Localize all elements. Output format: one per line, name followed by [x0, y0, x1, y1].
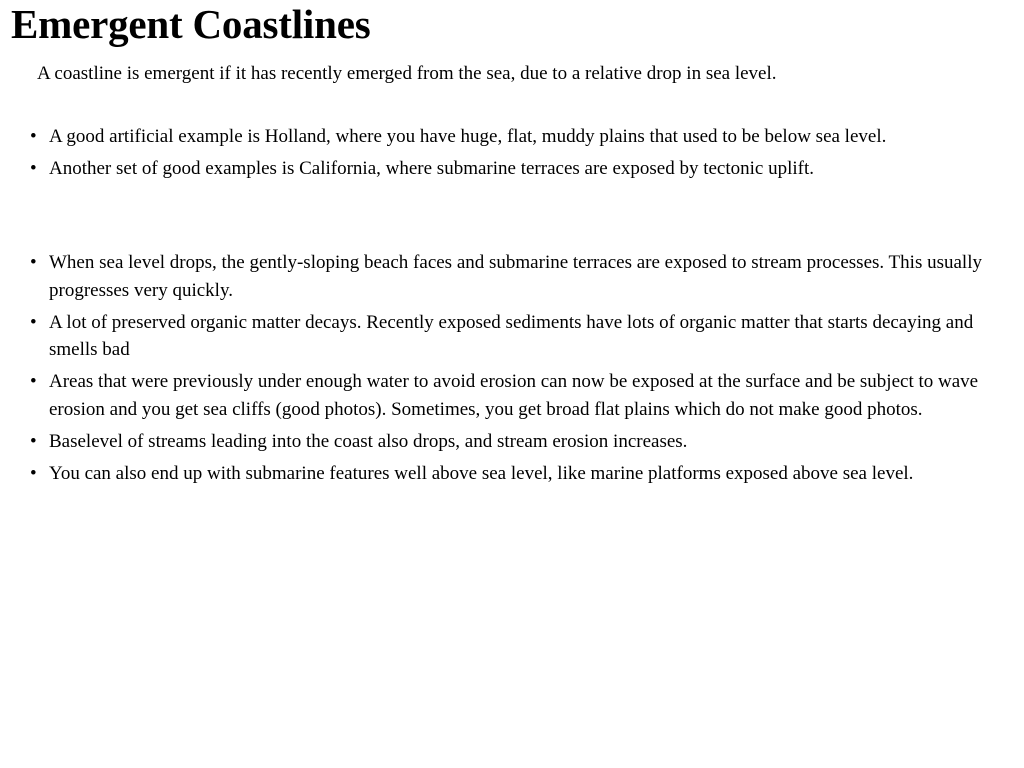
bullet-dot: • [30, 371, 37, 392]
bullet-item [30, 368, 990, 423]
bullet-item [30, 155, 990, 183]
bullet-dot: • [30, 430, 37, 452]
bullet-item [30, 460, 990, 488]
bullet-dot: • [30, 311, 37, 333]
bullet-text: Areas that were previously under enough water to avoid erosion can now be exposed at the surface and be subject to wave erosion and you get sea cliffs (good photos). Sometimes, you get broad flat plains which do not make good photos. [49, 371, 979, 420]
bullet-dot: • [30, 252, 37, 273]
bullet-text: A lot of preserved organic matter decays. Recently exposed sediments have lots of organic matter that starts decaying and smells bad [49, 311, 974, 360]
bullet-item [30, 249, 990, 304]
bullet-dot: • [30, 126, 37, 147]
bullet-dot: • [30, 158, 37, 179]
bullet-dot: • [30, 462, 37, 484]
examples-bullet-list [30, 123, 990, 187]
effects-bullet-list [30, 249, 990, 492]
bullet-item [30, 123, 990, 151]
intro-paragraph: A coastline is emergent if it has recently emerged from the sea, due to a relative drop in sea level. [37, 63, 777, 84]
slide-title: Emergent Coastlines [11, 1, 371, 47]
bullet-text: Another set of good examples is California, where submarine terraces are exposed by tectonic uplift. [49, 158, 815, 179]
bullet-text: A good artificial example is Holland, where you have huge, flat, muddy plains that used to be below sea level. [49, 126, 887, 147]
bullet-text: Baselevel of streams leading into the coast also drops, and stream erosion increases. [49, 430, 688, 452]
bullet-item [30, 428, 990, 456]
bullet-text: When sea level drops, the gently-sloping beach faces and submarine terraces are exposed to stream processes. This usually progresses very quickly. [49, 252, 982, 301]
bullet-item [30, 309, 990, 364]
bullet-text: You can also end up with submarine features well above sea level, like marine platforms exposed above sea level. [49, 462, 914, 484]
